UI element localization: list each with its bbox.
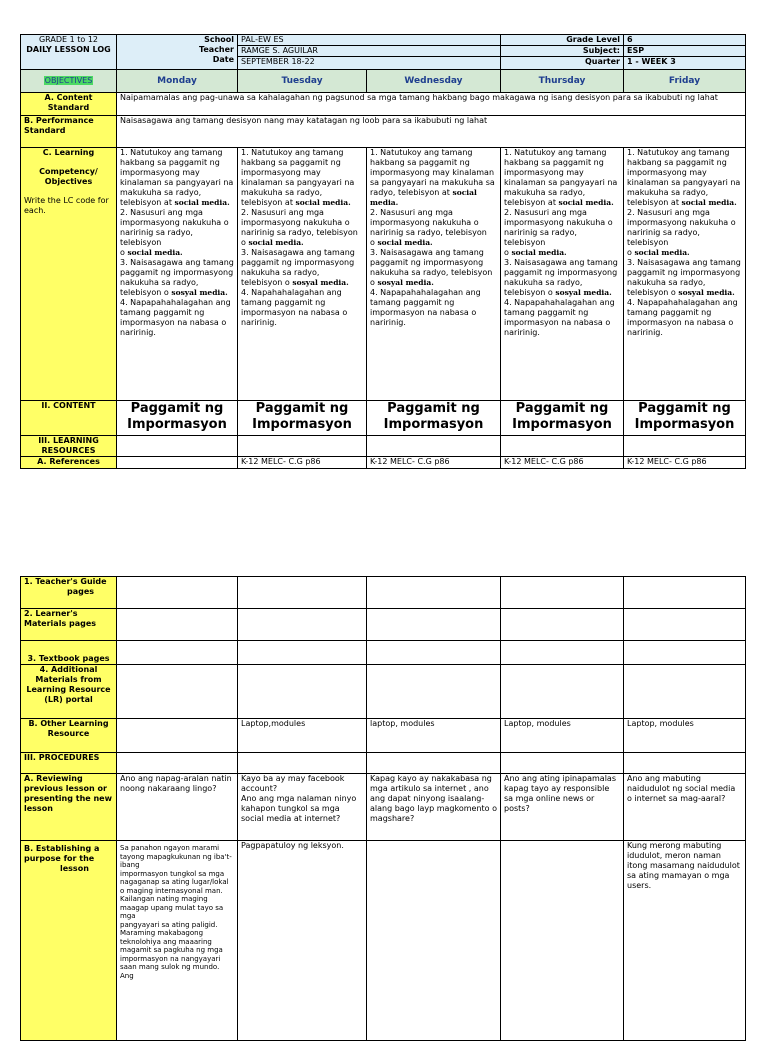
references-label: A. References [21, 457, 117, 469]
teachers-guide-label: 1. Teacher's Guide [24, 577, 107, 586]
competency-objectives-label: Competency/ Objectives [39, 167, 98, 186]
content-standard-text: Naipamamalas ang pag-unawa sa kahalagahan ng pagsunod sa mga tamang hakbang bago makagawa ng isang desisyon para sa ikabubuti ng lahat [117, 93, 746, 116]
objectives-cell [21, 70, 117, 93]
lc-code-note: Write the LC code for each. [24, 196, 109, 215]
content-topic-wednesday: Paggamit ng Impormasyon [367, 401, 501, 436]
objectives-label: OBJECTIVES [44, 76, 93, 85]
establishing-friday: Kung merong mabuting idudulot, meron naman itong masamang naidudulot sa ating mamayan o mga users. [624, 841, 746, 1041]
other-resource-label: B. Other Learning Resource [21, 719, 117, 753]
establishing-tuesday: Pagpapatuloy ng leksyon. [238, 841, 367, 1041]
subject-label: Subject: [501, 46, 623, 57]
other-resource-friday: Laptop, modules [624, 719, 746, 753]
teacher-label: Teacher [198, 45, 234, 54]
school-label: School [204, 35, 234, 44]
grade-level-label: Grade Level [501, 35, 623, 46]
content-label: II. CONTENT [21, 401, 117, 436]
competency-wednesday: 1. Natutukoy ang tamang hakbang sa paggamit ng impormasyong may kinalaman sa pangyayari na makukuha sa radyo, telebisyon at social media. 2. Nasusuri ang mga impormasyong nakukuha o naririnig sa radyo, telebisyon o social media. 3. Naisasagawa ang tamang paggamit ng impormasyong nakukuha sa radyo, telebisyon o sosyal media. 4. Napapahahalagahan ang tamang paggamit ng impormasyon na nabasa o naririnig. [367, 148, 501, 401]
lesson-log-bottom-table [20, 576, 745, 1041]
reviewing-thursday: Ano ang ating ipinapamalas kapag tayo ay responsible sa mga online news or posts? [501, 774, 624, 841]
date-value: SEPTEMBER 18-22 [241, 57, 315, 66]
content-topic-friday: Paggamit ng Impormasyon [624, 401, 746, 436]
lesson-log-top-table [20, 34, 745, 469]
references-wednesday: K-12 MELC- C.G p86 [367, 457, 501, 469]
procedures-label: III. PROCEDURES [21, 753, 117, 774]
competency-thursday: 1. Natutukoy ang tamang hakbang sa paggamit ng impormasyong may kinalaman sa pangyayari na makukuha sa radyo, telebisyon at social media. 2. Nasusuri ang mga impormasyong nakukuha o naririnig sa radyo, telebisyon o social media. 3. Naisasagawa ang tamang paggamit ng impormasyong nakukuha sa radyo, telebisyon o sosyal media. 4. Napapahahalagahan ang tamang paggamit ng impormasyon na nabasa o naririnig. [501, 148, 624, 401]
other-resource-wednesday: laptop, modules [367, 719, 501, 753]
establishing-label: B. Establishing a purpose for the [24, 844, 100, 863]
header-value-cell-right [624, 35, 746, 70]
competency-tuesday: 1. Natutukoy ang tamang hakbang sa paggamit ng impormasyong may kinalaman sa pangyayari na makukuha sa radyo, telebisyon at social media. 2. Nasusuri ang mga impormasyong nakukuha o naririnig sa radyo, telebisyon o social media. 3. Naisasagawa ang tamang paggamit ng impormasyong nakukuha sa radyo, telebisyon o sosyal media. 4. Napahahalagahan ang tamang paggamit ng impormasyon na nabasa o naririnig. [238, 148, 367, 401]
learning-competency-label-cell [21, 148, 117, 401]
header-value-cell [238, 35, 501, 70]
day-thursday: Thursday [501, 70, 624, 93]
log-title: DAILY LESSON LOG [26, 45, 111, 54]
establishing-lesson-label: lesson [60, 864, 89, 873]
reviewing-monday: Ano ang napag-aralan natin noong nakaraang lingo? [117, 774, 238, 841]
grade-level-value: 6 [624, 35, 745, 46]
references-friday: K-12 MELC- C.G p86 [624, 457, 746, 469]
content-topic-thursday: Paggamit ng Impormasyon [501, 401, 624, 436]
grade-range: GRADE 1 to 12 [38, 35, 99, 44]
reviewing-friday: Ano ang mabuting naidudulot ng social media o internet sa mag-aaral? [624, 774, 746, 841]
performance-standard-text: Naisasagawa ang tamang desisyon nang may katatagan ng loob para sa ikabubuti ng lahat [117, 116, 746, 148]
day-friday: Friday [624, 70, 746, 93]
teachers-guide-pages-label: pages [66, 587, 95, 596]
quarter-label: Quarter [584, 57, 620, 66]
learning-competency-label: C. Learning [42, 148, 95, 157]
performance-standard-label: B. Performance Standard [21, 116, 117, 148]
header-label-cell [117, 35, 238, 70]
reviewing-label: A. Reviewing previous lesson or presenting the new lesson [21, 774, 117, 841]
reviewing-wednesday: Kapag kayo ay nakakabasa ng mga artikulo sa internet , ano ang dapat ninyong isaalang-alang bago layp magkomento o magshare? [367, 774, 501, 841]
header-label-cell-right [501, 35, 624, 70]
content-standard-label: A. Content Standard [21, 93, 117, 116]
learning-resources-label: III. LEARNING RESOURCES [21, 436, 117, 457]
additional-materials-label: 4. Additional Materials from Learning Resource (LR) portal [21, 665, 117, 719]
other-resource-thursday: Laptop, modules [501, 719, 624, 753]
day-tuesday: Tuesday [238, 70, 367, 93]
learners-materials-label: 2. Learner's Materials pages [21, 609, 117, 641]
establishing-monday: Sa panahon ngayon marami tayong mapagkukunan ng iba't-ibang impormasyon tungkol sa mga nagaganap sa ating lugar/lokal o maging internasyonal man. Kailangan nating maging maagap upang mulat tayo sa mga pangyayari sa ating paligid. Maraming makabagong teknolohiya ang maaaring magamit sa pagkuha ng mga impormasyon na nangyayari saan mang sulok ng mundo. Ang [117, 841, 238, 1041]
day-monday: Monday [117, 70, 238, 93]
subject-value: ESP [624, 46, 745, 57]
quarter-value: 1 - WEEK 3 [627, 57, 676, 66]
content-topic-tuesday: Paggamit ng Impormasyon [238, 401, 367, 436]
competency-monday: 1. Natutukoy ang tamang hakbang sa paggamit ng impormasyong may kinalaman sa pangyayari na makukuha sa radyo, telebisyon at social media. 2. Nasusuri ang mga impormasyong nakukuha o naririnig sa radyo, telebisyon o social media. 3. Naisasagawa ang tamang paggamit ng impormasyong nakukuha sa radyo, telebisyon o sosyal media. 4. Napapahahalagahan ang tamang paggamit ng impormasyon na nabasa o naririnig. [117, 148, 238, 401]
teacher-value: RAMGE S. AGUILAR [238, 46, 500, 57]
textbook-label: 3. Textbook pages [21, 641, 117, 665]
date-label: Date [212, 55, 234, 64]
school-value: PAL-EW ES [238, 35, 500, 46]
reviewing-tuesday: Kayo ba ay may facebook account? Ano ang mga nalaman ninyo kahapon tungkol sa mga social media at internet? [238, 774, 367, 841]
competency-friday: 1. Natutukoy ang tamang hakbang sa paggamit ng impormasyong may kinalaman sa pangyayari na makukuha sa radyo, telebisyon at social media. 2. Nasusuri ang mga impormasyong nakukuha o naririnig sa radyo, telebisyon o social media. 3. Naisasagawa ang tamang paggamit ng impormasyong nakukuha sa radyo, telebisyon o sosyal media. 4. Napapahahalagahan ang tamang paggamit ng impormasyon na nabasa o naririnig. [624, 148, 746, 401]
references-tuesday: K-12 MELC- C.G p86 [238, 457, 367, 469]
day-wednesday: Wednesday [367, 70, 501, 93]
references-thursday: K-12 MELC- C.G p86 [501, 457, 624, 469]
other-resource-tuesday: Laptop,modules [238, 719, 367, 753]
header-title-cell [21, 35, 117, 70]
teachers-guide-label-cell [21, 577, 117, 609]
establishing-label-cell [21, 841, 117, 1041]
content-topic-monday: Paggamit ng Impormasyon [117, 401, 238, 436]
